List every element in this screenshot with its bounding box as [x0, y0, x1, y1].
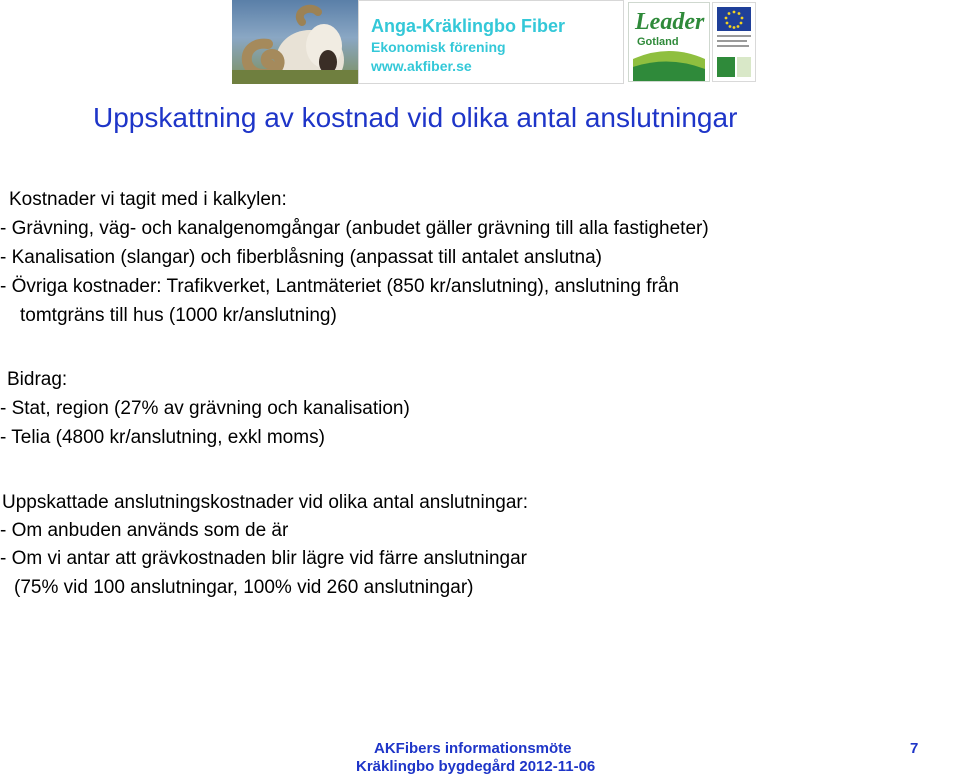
brand-logo — [358, 0, 624, 84]
footer-place-date: Kräklingbo bygdegård 2012-11-06 — [356, 758, 596, 775]
estimates-item-lower-digging: - Om vi antar att grävkostnaden blir lägre vid färre anslutningar — [0, 548, 527, 569]
costs-item-digging: - Grävning, väg- och kanalgenomgångar (anbudet gäller grävning till alla fastigheter) — [0, 218, 709, 239]
eu-flag-icon — [713, 3, 755, 81]
estimates-heading: Uppskattade anslutningskostnader vid olika antal anslutningar: — [2, 492, 528, 513]
brand-name: Anga-Kräklingbo Fiber — [371, 16, 566, 36]
svg-text:Leader: Leader — [635, 9, 705, 35]
ram-photo — [232, 0, 358, 84]
grants-item-telia: - Telia (4800 kr/anslutning, exkl moms) — [0, 427, 325, 448]
costs-heading: Kostnader vi tagit med i kalkylen: — [9, 189, 287, 210]
costs-item-other-continued: tomtgräns till hus (1000 kr/anslutning) — [20, 305, 337, 326]
leader-logo-graphic — [629, 3, 709, 81]
grants-item-state: - Stat, region (27% av grävning och kanalisation) — [0, 398, 410, 419]
footer-event: AKFibers informationsmöte — [374, 740, 572, 757]
ram-illustration — [232, 0, 358, 84]
brand-subtitle: Ekonomisk förening — [371, 39, 506, 55]
grants-heading: Bidrag: — [7, 369, 68, 390]
eu-emblem — [712, 2, 756, 82]
costs-item-ducts: - Kanalisation (slangar) och fiberblåsning (anpassat till antalet anslutna) — [0, 247, 603, 268]
leader-gotland-logo — [628, 2, 710, 82]
page-title: Uppskattning av kostnad vid olika antal anslutningar — [93, 102, 738, 133]
estimates-item-bids: - Om anbuden används som de är — [0, 520, 289, 541]
svg-text:Gotland: Gotland — [637, 36, 679, 48]
costs-item-other: - Övriga kostnader: Trafikverket, Lantmäteriet (850 kr/anslutning), anslutning från — [0, 276, 680, 297]
brand-url: www.akfiber.se — [371, 58, 472, 74]
estimates-item-lower-digging-continued: (75% vid 100 anslutningar, 100% vid 260 anslutningar) — [14, 577, 474, 598]
page-number: 7 — [910, 740, 919, 757]
